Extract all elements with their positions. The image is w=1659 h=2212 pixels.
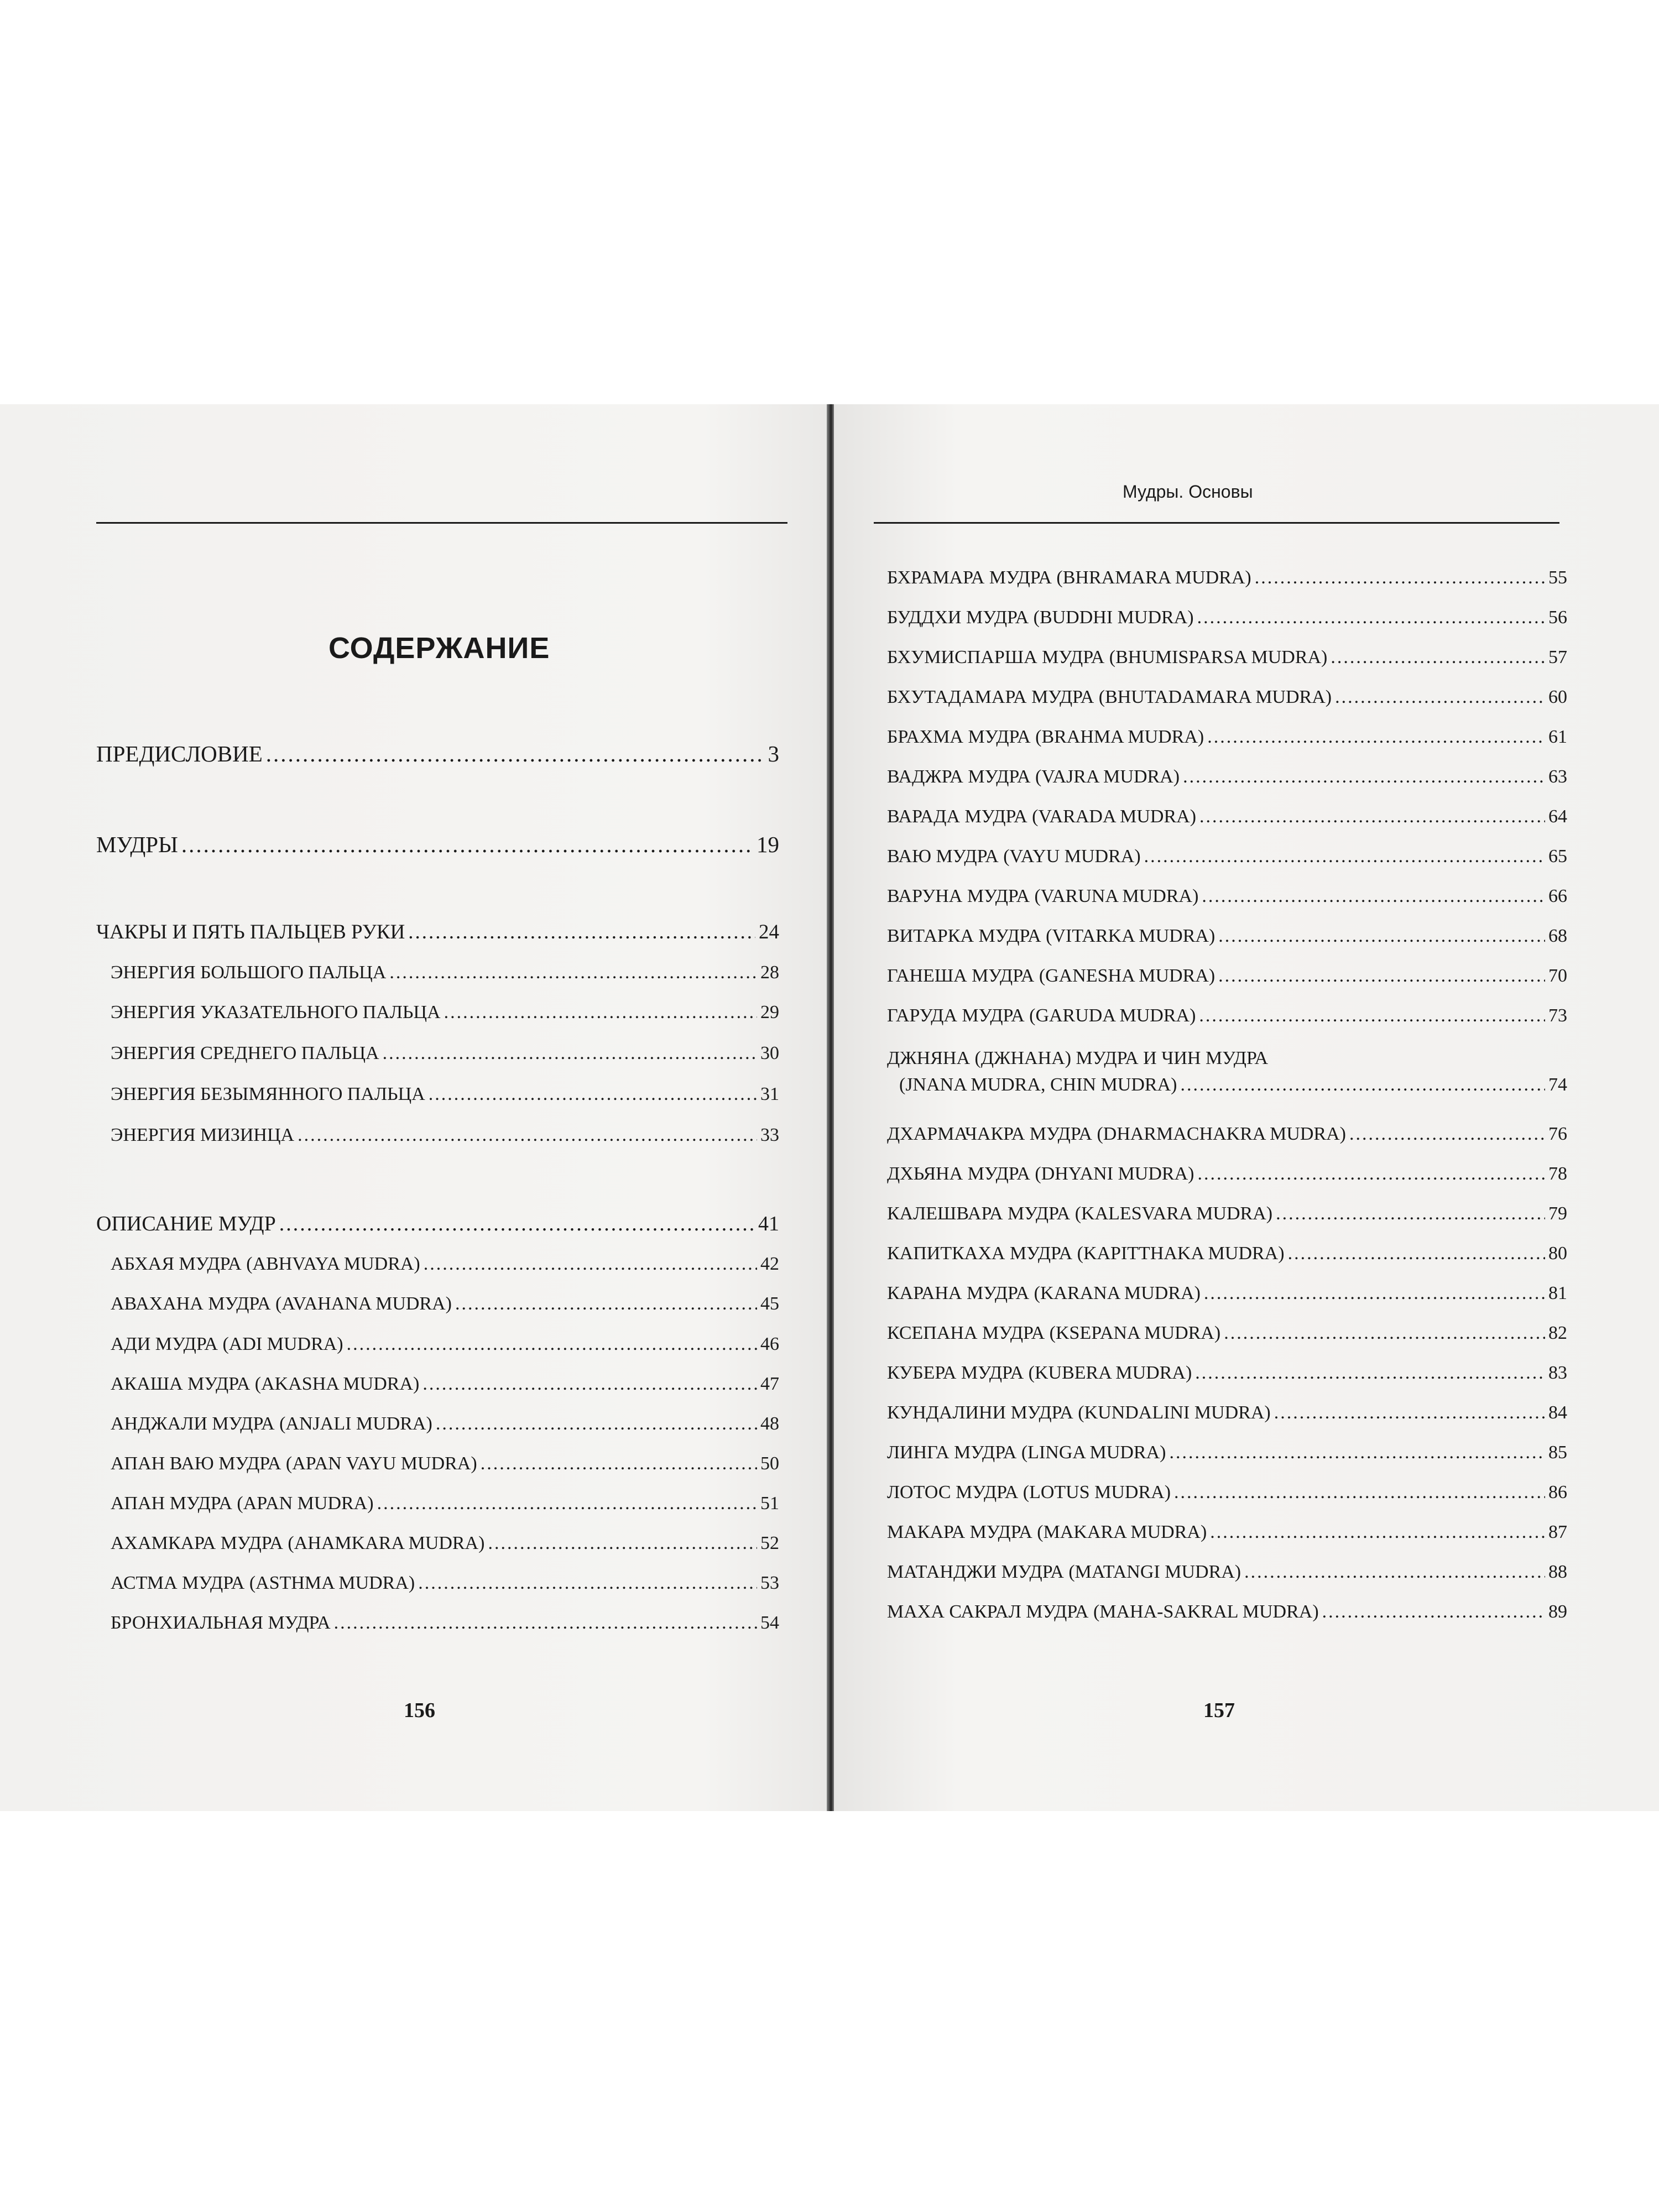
toc-entry-mudra[interactable] bbox=[111, 1533, 779, 1554]
leader-dots bbox=[1204, 1283, 1545, 1304]
toc-entry-middle-energy[interactable] bbox=[111, 1043, 779, 1064]
toc-entry-little-energy[interactable] bbox=[111, 1125, 779, 1146]
toc-entry-mudra[interactable] bbox=[887, 1124, 1567, 1145]
leader-dots bbox=[334, 1613, 757, 1634]
leader-dots bbox=[383, 1043, 757, 1064]
toc-entry-mudra[interactable] bbox=[887, 1402, 1567, 1423]
leader-dots bbox=[1288, 1243, 1545, 1264]
leader-dots bbox=[347, 1334, 757, 1355]
entry-title: БХРАМАРА МУДРА (BHRAMARA MUDRA) bbox=[887, 567, 1251, 588]
leader-dots bbox=[418, 1573, 757, 1594]
toc-entry-mudra[interactable] bbox=[887, 1323, 1567, 1344]
book-gutter bbox=[827, 404, 834, 1811]
toc-entry-index-energy[interactable] bbox=[111, 1002, 779, 1023]
leader-dots bbox=[1195, 1363, 1545, 1384]
leader-dots bbox=[1331, 647, 1545, 668]
toc-entry-chakras[interactable] bbox=[96, 920, 779, 944]
entry-title: АПАН МУДРА (APAN MUDRA) bbox=[111, 1493, 374, 1514]
entry-title: КСЕПАНА МУДРА (KSEPANA MUDRA) bbox=[887, 1323, 1221, 1343]
toc-entry-mudra[interactable] bbox=[111, 1413, 779, 1434]
entry-title: АПАН ВАЮ МУДРА (APAN VAYU MUDRA) bbox=[111, 1453, 477, 1474]
leader-dots bbox=[481, 1453, 757, 1474]
entry-title: ЧАКРЫ И ПЯТЬ ПАЛЬЦЕВ РУКИ bbox=[96, 921, 405, 943]
leader-dots bbox=[1180, 1072, 1545, 1098]
entry-title: АБХАЯ МУДРА (ABHVAYA MUDRA) bbox=[111, 1254, 420, 1274]
entry-title: МАКАРА МУДРА (MAKARA MUDRA) bbox=[887, 1522, 1207, 1542]
entry-page: 55 bbox=[1548, 567, 1567, 588]
entry-page: 28 bbox=[760, 962, 779, 983]
page-number-right: 157 bbox=[1203, 1699, 1235, 1722]
entry-title: АКАША МУДРА (AKASHA MUDRA) bbox=[111, 1374, 420, 1394]
entry-page: 50 bbox=[760, 1453, 779, 1474]
entry-page: 64 bbox=[1548, 806, 1567, 827]
entry-page: 73 bbox=[1548, 1005, 1567, 1026]
entry-page: 31 bbox=[760, 1084, 779, 1104]
toc-entry-mudra[interactable] bbox=[111, 1493, 779, 1514]
toc-entry-mudra[interactable] bbox=[111, 1573, 779, 1594]
leader-dots bbox=[488, 1533, 757, 1554]
entry-page: 51 bbox=[760, 1493, 779, 1514]
leader-dots bbox=[389, 962, 757, 983]
entry-title-line1: ДЖНЯНА (ДЖНАНА) МУДРА И ЧИН МУДРА bbox=[887, 1048, 1269, 1068]
entry-page: 24 bbox=[759, 921, 779, 943]
entry-title: БУДДХИ МУДРА (BUDDHI MUDRA) bbox=[887, 607, 1194, 628]
leader-dots bbox=[444, 1002, 757, 1023]
toc-entry-mudra[interactable] bbox=[887, 886, 1567, 907]
entry-page: 68 bbox=[1548, 926, 1567, 946]
toc-entry-mudra[interactable] bbox=[887, 926, 1567, 947]
entry-title: ДХЬЯНА МУДРА (DHYANI MUDRA) bbox=[887, 1164, 1194, 1184]
leader-dots bbox=[408, 920, 755, 944]
toc-entry-mudra[interactable] bbox=[887, 846, 1567, 867]
entry-page: 53 bbox=[760, 1573, 779, 1593]
entry-page: 74 bbox=[1548, 1074, 1567, 1095]
page-number-left: 156 bbox=[404, 1699, 435, 1722]
entry-title: ВАРАДА МУДРА (VARADA MUDRA) bbox=[887, 806, 1197, 827]
toc-entry-mudra[interactable] bbox=[887, 1482, 1567, 1503]
toc-entry-mudra[interactable] bbox=[887, 1442, 1567, 1463]
toc-entry-mudras[interactable] bbox=[96, 831, 779, 858]
toc-entry-mudra[interactable] bbox=[887, 607, 1567, 628]
entry-page: 29 bbox=[760, 1002, 779, 1022]
running-head: Мудры. Основы bbox=[1123, 482, 1253, 502]
entry-page: 88 bbox=[1548, 1562, 1567, 1582]
entry-page: 57 bbox=[1548, 647, 1567, 667]
toc-entry-mudra[interactable] bbox=[887, 567, 1567, 588]
entry-page: 56 bbox=[1548, 607, 1567, 628]
leader-dots bbox=[1202, 886, 1545, 907]
entry-title: БХУТАДАМАРА МУДРА (BHUTADAMARA MUDRA) bbox=[887, 687, 1332, 707]
entry-title: КУНДАЛИНИ МУДРА (KUNDALINI MUDRA) bbox=[887, 1402, 1271, 1423]
book-spread bbox=[0, 404, 1659, 1811]
entry-title: ПРЕДИСЛОВИЕ bbox=[96, 741, 263, 766]
entry-title: ЛОТОС МУДРА (LOTUS MUDRA) bbox=[887, 1482, 1171, 1503]
leader-dots bbox=[279, 1212, 755, 1236]
toc-entry-mudra[interactable] bbox=[887, 1601, 1567, 1623]
entry-page: 79 bbox=[1548, 1203, 1567, 1224]
leader-dots bbox=[1210, 1522, 1545, 1543]
toc-entry-preface[interactable] bbox=[96, 740, 779, 767]
leader-dots bbox=[1218, 926, 1545, 947]
entry-page: 70 bbox=[1548, 966, 1567, 986]
leader-dots bbox=[1183, 766, 1545, 787]
entry-page: 89 bbox=[1548, 1601, 1567, 1622]
entry-page: 54 bbox=[760, 1613, 779, 1633]
entry-page: 46 bbox=[760, 1334, 779, 1354]
left-header-rule bbox=[96, 522, 787, 524]
entry-page: 19 bbox=[757, 832, 779, 857]
entry-title: АНДЖАЛИ МУДРА (ANJALI MUDRA) bbox=[111, 1413, 432, 1434]
entry-page: 30 bbox=[760, 1043, 779, 1063]
leader-dots bbox=[1144, 846, 1545, 867]
leader-dots bbox=[424, 1254, 757, 1275]
entry-title: ГАРУДА МУДРА (GARUDA MUDRA) bbox=[887, 1005, 1196, 1026]
toc-entry-mudra[interactable] bbox=[111, 1293, 779, 1314]
toc-entry-mudra[interactable] bbox=[887, 766, 1567, 787]
toc-entry-mudra[interactable] bbox=[111, 1374, 779, 1395]
entry-title-line2: (JNANA MUDRA, CHIN MUDRA) bbox=[899, 1074, 1177, 1095]
leader-dots bbox=[1255, 567, 1545, 588]
toc-entry-mudra[interactable] bbox=[887, 727, 1567, 748]
entry-page: 84 bbox=[1548, 1402, 1567, 1423]
toc-entry-ring-energy[interactable] bbox=[111, 1084, 779, 1105]
entry-page: 33 bbox=[760, 1125, 779, 1145]
leader-dots bbox=[1224, 1323, 1545, 1344]
entry-page: 81 bbox=[1548, 1283, 1567, 1303]
entry-page: 41 bbox=[758, 1212, 779, 1235]
entry-title: МАТАНДЖИ МУДРА (MATANGI MUDRA) bbox=[887, 1562, 1241, 1582]
entry-title: ВАРУНА МУДРА (VARUNA MUDRA) bbox=[887, 886, 1199, 906]
leader-dots bbox=[1197, 607, 1545, 628]
entry-page: 82 bbox=[1548, 1323, 1567, 1343]
entry-title: БРОНХИАЛЬНАЯ МУДРА bbox=[111, 1613, 331, 1633]
leader-dots bbox=[1174, 1482, 1545, 1503]
entry-page: 85 bbox=[1548, 1442, 1567, 1463]
toc-entry-mudra[interactable] bbox=[887, 1243, 1567, 1264]
leader-dots bbox=[1197, 1164, 1545, 1185]
toc-entry-mudra[interactable] bbox=[111, 1453, 779, 1474]
entry-title: МАХА САКРАЛ МУДРА (MAHA-SAKRAL MUDRA) bbox=[887, 1601, 1319, 1622]
leader-dots bbox=[1199, 1005, 1545, 1026]
entry-page: 66 bbox=[1548, 886, 1567, 906]
entry-page: 52 bbox=[760, 1533, 779, 1553]
toc-entry-mudra[interactable] bbox=[887, 1363, 1567, 1384]
entry-title: ОПИСАНИЕ МУДР bbox=[96, 1212, 276, 1235]
entry-page: 78 bbox=[1548, 1164, 1567, 1184]
right-header-rule bbox=[874, 522, 1559, 524]
entry-title: ВАДЖРА МУДРА (VAJRA MUDRA) bbox=[887, 766, 1180, 787]
leader-dots bbox=[1335, 687, 1545, 708]
entry-page: 3 bbox=[768, 741, 779, 766]
toc-entry-mudra[interactable] bbox=[111, 1613, 779, 1634]
entry-page: 80 bbox=[1548, 1243, 1567, 1264]
leader-dots bbox=[377, 1493, 757, 1514]
entry-page: 65 bbox=[1548, 846, 1567, 867]
leader-dots bbox=[422, 1374, 757, 1395]
leader-dots bbox=[455, 1293, 757, 1314]
entry-title: ЛИНГА МУДРА (LINGA MUDRA) bbox=[887, 1442, 1166, 1463]
left-page bbox=[0, 404, 827, 1811]
toc-entry-jnana-mudra[interactable] bbox=[887, 1045, 1567, 1098]
leader-dots bbox=[1274, 1402, 1545, 1423]
entry-title: ГАНЕША МУДРА (GANESHA MUDRA) bbox=[887, 966, 1215, 986]
entry-title: ЭНЕРГИЯ БЕЗЫМЯННОГО ПАЛЬЦА bbox=[111, 1084, 425, 1104]
toc-entry-mudra[interactable] bbox=[111, 1254, 779, 1275]
toc-entry-mudra[interactable] bbox=[887, 1522, 1567, 1543]
toc-title: СОДЕРЖАНИЕ bbox=[328, 632, 550, 665]
entry-page: 48 bbox=[760, 1413, 779, 1434]
entry-title: АХАМКАРА МУДРА (AHAMKARA MUDRA) bbox=[111, 1533, 485, 1553]
entry-page: 61 bbox=[1548, 727, 1567, 747]
entry-title: ЭНЕРГИЯ УКАЗАТЕЛЬНОГО ПАЛЬЦА bbox=[111, 1002, 441, 1022]
entry-page: 45 bbox=[760, 1293, 779, 1314]
entry-title: ВИТАРКА МУДРА (VITARKA MUDRA) bbox=[887, 926, 1215, 946]
entry-title: МУДРЫ bbox=[96, 832, 178, 857]
entry-page: 42 bbox=[760, 1254, 779, 1274]
leader-dots bbox=[298, 1125, 757, 1146]
toc-entry-mudra[interactable] bbox=[887, 647, 1567, 668]
entry-title: АСТМА МУДРА (ASTHMA MUDRA) bbox=[111, 1573, 415, 1593]
entry-page: 60 bbox=[1548, 687, 1567, 707]
leader-dots bbox=[266, 740, 765, 767]
entry-title: ВАЮ МУДРА (VAYU MUDRA) bbox=[887, 846, 1141, 867]
leader-dots bbox=[1207, 727, 1545, 748]
toc-entry-mudra[interactable] bbox=[887, 1203, 1567, 1224]
toc-entry-thumb-energy[interactable] bbox=[111, 962, 779, 983]
entry-title: ЭНЕРГИЯ БОЛЬШОГО ПАЛЬЦА bbox=[111, 962, 387, 983]
leader-dots bbox=[1244, 1562, 1545, 1583]
entry-page: 83 bbox=[1548, 1363, 1567, 1383]
entry-page: 63 bbox=[1548, 766, 1567, 787]
leader-dots bbox=[429, 1084, 757, 1105]
toc-entry-mudra[interactable] bbox=[887, 1005, 1567, 1026]
toc-entry-mudra[interactable] bbox=[887, 1283, 1567, 1304]
leader-dots bbox=[1218, 966, 1545, 987]
entry-page: 86 bbox=[1548, 1482, 1567, 1503]
toc-entry-mudra[interactable] bbox=[887, 806, 1567, 827]
entry-title: АДИ МУДРА (ADI MUDRA) bbox=[111, 1334, 343, 1354]
leader-dots bbox=[1169, 1442, 1545, 1463]
entry-title: БХУМИСПАРША МУДРА (BHUMISPARSA MUDRA) bbox=[887, 647, 1328, 667]
entry-title: КУБЕРА МУДРА (KUBERA MUDRA) bbox=[887, 1363, 1192, 1383]
entry-title: КАЛЕШВАРА МУДРА (KALESVARA MUDRA) bbox=[887, 1203, 1273, 1224]
entry-title: АВАХАНА МУДРА (AVAHANA MUDRA) bbox=[111, 1293, 452, 1314]
entry-title: КАРАНА МУДРА (KARANA MUDRA) bbox=[887, 1283, 1201, 1303]
leader-dots bbox=[1322, 1601, 1545, 1623]
entry-page: 47 bbox=[760, 1374, 779, 1394]
entry-title: ДХАРМАЧАКРА МУДРА (DHARMACHAKRA MUDRA) bbox=[887, 1124, 1346, 1144]
leader-dots bbox=[1276, 1203, 1545, 1224]
entry-page: 87 bbox=[1548, 1522, 1567, 1542]
leader-dots bbox=[1349, 1124, 1545, 1145]
entry-page: 76 bbox=[1548, 1124, 1567, 1144]
toc-entry-mudra[interactable] bbox=[887, 1164, 1567, 1185]
toc-entry-mudra[interactable] bbox=[887, 687, 1567, 708]
entry-title: ЭНЕРГИЯ МИЗИНЦА bbox=[111, 1125, 295, 1145]
entry-title: БРАХМА МУДРА (BRAHMA MUDRA) bbox=[887, 727, 1204, 747]
toc-entry-mudra[interactable] bbox=[887, 966, 1567, 987]
leader-dots bbox=[1199, 806, 1545, 827]
leader-dots bbox=[181, 831, 753, 858]
entry-title: ЭНЕРГИЯ СРЕДНЕГО ПАЛЬЦА bbox=[111, 1043, 379, 1063]
toc-entry-description[interactable] bbox=[96, 1212, 779, 1236]
entry-title: КАПИТКАХА МУДРА (KAPITTHAKA MUDRA) bbox=[887, 1243, 1285, 1264]
toc-entry-mudra[interactable] bbox=[111, 1334, 779, 1355]
toc-entry-mudra[interactable] bbox=[887, 1562, 1567, 1583]
leader-dots bbox=[436, 1413, 757, 1434]
